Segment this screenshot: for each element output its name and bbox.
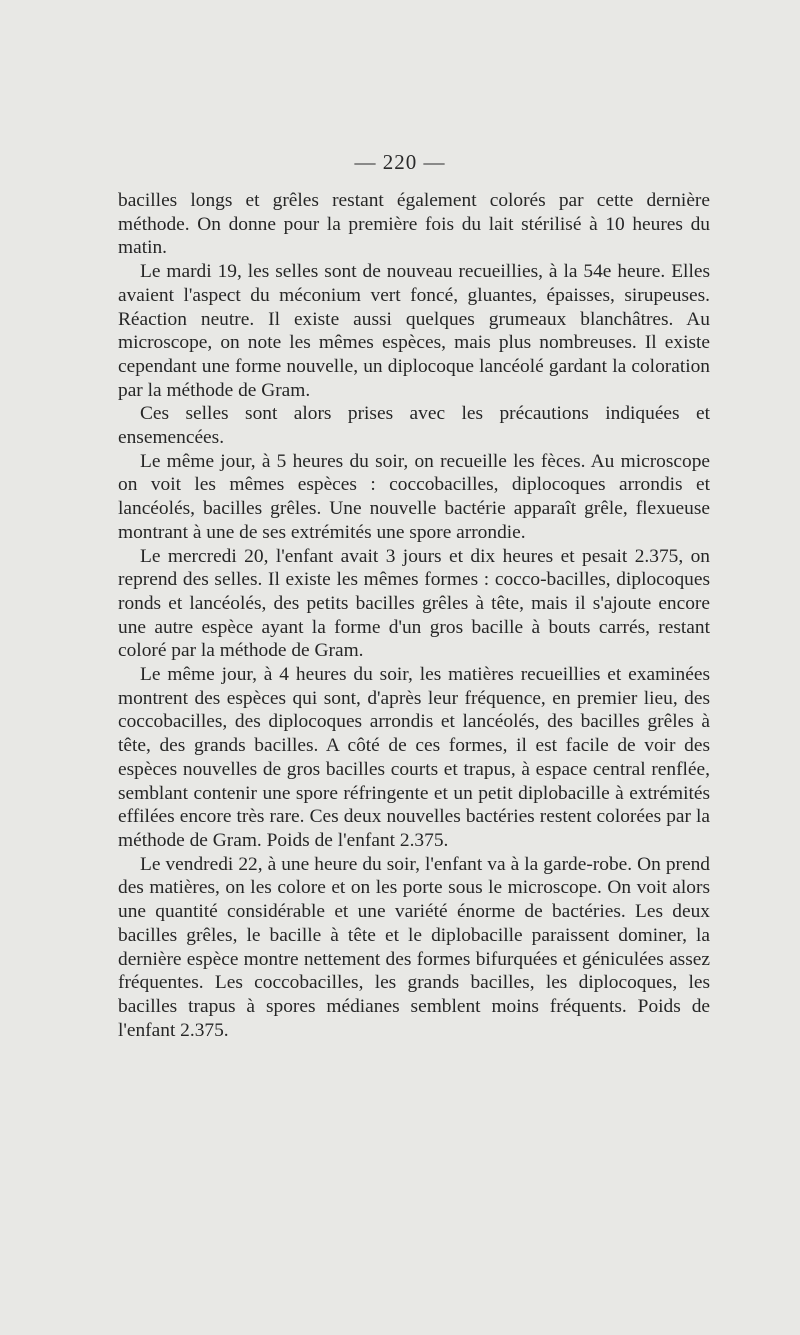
page-number: — 220 — <box>354 150 446 174</box>
paragraph-mardi-19: Le mardi 19, les selles sont de nouveau recueillies, à la 54e heure. Elles avaient l'aspect du méconium vert foncé, gluantes, épaisses, sirupeuses. Réaction neutre. Il existe aussi quelques grumeaux blanchâtres. Au microscope, on note les mêmes espèces, mais plus nombreuses. Il existe cependant une forme nouvelle, un diplocoque lancéolé gardant la coloration par la méthode de Gram. <box>118 261 710 401</box>
body-text <box>118 189 710 1042</box>
paragraph-meme-jour-4-heures: Le même jour, à 4 heures du soir, les matières recueillies et examinées montrent des espèces qui sont, d'après leur fréquence, en premier lieu, des coccobacilles, des diplocoques arrondis et lancéolés, des bacilles grêles à tête, des grands bacilles. A côté de ces formes, il est facile de voir des espèces nouvelles de gros bacilles courts et trapus, à espace central renflée, semblant contenir une spore réfringente et un petit diplobacille à extrémités effilées encore très rare. Ces deux nouvelles bactéries restent colorées par la méthode de Gram. Poids de l'enfant 2.375. <box>118 664 710 851</box>
paragraph-meme-jour-5-heures: Le même jour, à 5 heures du soir, on recueille les fèces. Au microscope on voit les mêmes espèces : coccobacilles, diplocoques arrondis et lancéolés, bacilles grêles. Une nouvelle bactérie apparaît grêle, flexueuse montrant à une de ses extrémités une spore arrondie. <box>118 450 710 543</box>
paragraph-mercredi-20: Le mercredi 20, l'enfant avait 3 jours et dix heures et pesait 2.375, on reprend des selles. Il existe les mêmes formes : cocco-bacilles, diplocoques ronds et lancéolés, des petits bacilles grêles à tête, mais il s'ajoute encore une autre espèce ayant la forme d'un gros bacille à bouts carrés, restant coloré par la méthode de Gram. <box>118 545 710 662</box>
paragraph-vendredi-22: Le vendredi 22, à une heure du soir, l'enfant va à la garde-robe. On prend des matières, on les colore et on les porte sous le microscope. On voit alors une quantité considérable et une variété énorme de bactéries. Les deux bacilles grêles, le bacille à tête et le diplobacille paraissent dominer, la dernière espèce montre nettement des formes bifurquées et géniculées assez fréquentes. Les coccobacilles, les grands bacilles, les diplocoques, les bacilles trapus à spores médianes semblent moins fréquents. Poids de l'enfant 2.375. <box>118 853 710 1041</box>
paragraph-selles-ensemencees: Ces selles sont alors prises avec les précautions indiquées et ensemencées. <box>118 403 710 449</box>
paragraph-continued: bacilles longs et grêles restant également colorés par cette dernière méthode. On donne pour la première fois du lait stérilisé à 10 heures du matin. <box>118 190 710 259</box>
